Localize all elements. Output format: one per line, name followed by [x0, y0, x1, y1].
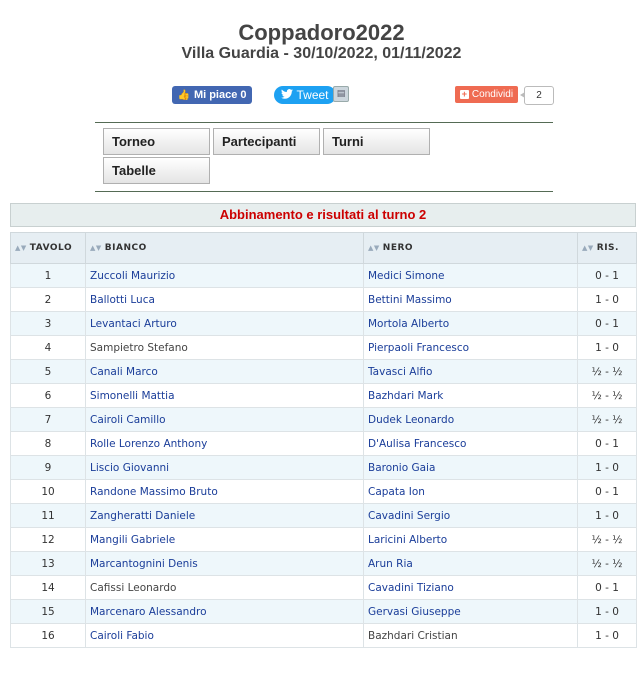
cell-tavolo: 8 [11, 432, 86, 456]
sort-icon: ▲▼ [15, 244, 27, 252]
table-row [11, 624, 637, 648]
cell-ris: 1 - 0 [578, 504, 637, 528]
cell-tavolo: 11 [11, 504, 86, 528]
cell-tavolo: 16 [11, 624, 86, 648]
cell-bianco[interactable]: Zuccoli Maurizio [86, 264, 364, 288]
cell-nero: Bazhdari Cristian [364, 624, 578, 648]
cell-tavolo: 5 [11, 360, 86, 384]
divider-top [95, 122, 553, 123]
table-row [11, 312, 637, 336]
cell-nero[interactable]: Dudek Leonardo [364, 408, 578, 432]
table-row [11, 408, 637, 432]
cell-bianco[interactable]: Levantaci Arturo [86, 312, 364, 336]
cell-ris: 1 - 0 [578, 624, 637, 648]
plus-icon: + [461, 89, 468, 99]
table-row [11, 480, 637, 504]
cell-bianco[interactable]: Cairoli Fabio [86, 624, 364, 648]
table-row [11, 336, 637, 360]
cell-ris: 0 - 1 [578, 576, 637, 600]
cell-ris: 0 - 1 [578, 432, 637, 456]
table-row [11, 528, 637, 552]
cell-ris: 0 - 1 [578, 480, 637, 504]
cell-nero[interactable]: Tavasci Alfio [364, 360, 578, 384]
cell-bianco[interactable]: Randone Massimo Bruto [86, 480, 364, 504]
cell-tavolo: 3 [11, 312, 86, 336]
cell-ris: 1 - 0 [578, 600, 637, 624]
cell-tavolo: 12 [11, 528, 86, 552]
cell-bianco[interactable]: Rolle Lorenzo Anthony [86, 432, 364, 456]
sort-icon: ▲▼ [90, 244, 102, 252]
table-row [11, 456, 637, 480]
cell-bianco[interactable]: Cairoli Camillo [86, 408, 364, 432]
cell-ris: 0 - 1 [578, 312, 637, 336]
divider-bottom [95, 191, 553, 192]
table-row [11, 432, 637, 456]
cell-nero[interactable]: Arun Ria [364, 552, 578, 576]
tweet-button[interactable] [274, 86, 336, 104]
table-row [11, 552, 637, 576]
cell-nero[interactable]: Cavadini Sergio [364, 504, 578, 528]
sort-icon: ▲▼ [582, 244, 594, 252]
twitter-bird-icon [281, 88, 293, 102]
cell-bianco[interactable]: Canali Marco [86, 360, 364, 384]
cell-nero[interactable]: Bettini Massimo [364, 288, 578, 312]
cell-tavolo: 4 [11, 336, 86, 360]
table-row [11, 600, 637, 624]
cell-tavolo: 1 [11, 264, 86, 288]
table-row [11, 384, 637, 408]
tab-tabelle[interactable]: Tabelle [103, 157, 210, 184]
cell-ris: 1 - 0 [578, 288, 637, 312]
table-row [11, 288, 637, 312]
page-title: Coppadoro2022 [238, 20, 405, 45]
cell-ris: ½ - ½ [578, 408, 637, 432]
table-row [11, 576, 637, 600]
column-header-ris[interactable]: ▲▼ RIS. [578, 233, 637, 264]
cell-bianco[interactable]: Mangili Gabriele [86, 528, 364, 552]
cell-bianco[interactable]: Simonelli Mattia [86, 384, 364, 408]
cell-ris: 1 - 0 [578, 456, 637, 480]
cell-ris: ½ - ½ [578, 552, 637, 576]
cell-nero[interactable]: Gervasi Giuseppe [364, 600, 578, 624]
cell-nero[interactable]: Laricini Alberto [364, 528, 578, 552]
cell-ris: 1 - 0 [578, 336, 637, 360]
share-button[interactable] [455, 86, 518, 103]
tab-torneo[interactable]: Torneo [103, 128, 210, 155]
cell-ris: ½ - ½ [578, 384, 637, 408]
cell-tavolo: 6 [11, 384, 86, 408]
table-row [11, 504, 637, 528]
tab-partecipanti[interactable]: Partecipanti [213, 128, 320, 155]
table-header-row [11, 233, 637, 264]
cell-nero[interactable]: Bazhdari Mark [364, 384, 578, 408]
cell-nero[interactable]: Pierpaoli Francesco [364, 336, 578, 360]
cell-ris: 0 - 1 [578, 264, 637, 288]
tweet-count-icon[interactable]: ▤ [333, 86, 349, 102]
cell-bianco[interactable]: Liscio Giovanni [86, 456, 364, 480]
cell-nero[interactable]: Mortola Alberto [364, 312, 578, 336]
cell-bianco[interactable]: Zangheratti Daniele [86, 504, 364, 528]
cell-bianco[interactable]: Marcantognini Denis [86, 552, 364, 576]
column-header-tavolo[interactable]: ▲▼ TAVOLO [11, 233, 86, 264]
thumbs-up-icon: 👍 [177, 89, 190, 101]
cell-bianco: Cafissi Leonardo [86, 576, 364, 600]
cell-tavolo: 9 [11, 456, 86, 480]
column-header-bianco[interactable]: ▲▼ BIANCO [86, 233, 364, 264]
cell-nero[interactable]: Cavadini Tiziano [364, 576, 578, 600]
tweet-label: Tweet [296, 88, 329, 102]
cell-nero[interactable]: D'Aulisa Francesco [364, 432, 578, 456]
pairings-table [10, 232, 637, 648]
cell-tavolo: 14 [11, 576, 86, 600]
cell-nero[interactable]: Baronio Gaia [364, 456, 578, 480]
cell-ris: ½ - ½ [578, 360, 637, 384]
cell-tavolo: 15 [11, 600, 86, 624]
section-title: Abbinamento e risultati al turno 2 [10, 203, 636, 227]
cell-ris: ½ - ½ [578, 528, 637, 552]
share-count: 2 [524, 86, 554, 105]
cell-bianco[interactable]: Marcenaro Alessandro [86, 600, 364, 624]
share-label: Condividi [471, 89, 514, 100]
like-label: Mi piace 0 [193, 89, 247, 101]
cell-tavolo: 7 [11, 408, 86, 432]
table-row [11, 264, 637, 288]
cell-tavolo: 13 [11, 552, 86, 576]
cell-tavolo: 10 [11, 480, 86, 504]
page-subtitle: Villa Guardia - 30/10/2022, 01/11/2022 [181, 45, 462, 62]
sort-icon: ▲▼ [368, 244, 380, 252]
facebook-like-button[interactable] [172, 86, 252, 104]
column-header-nero[interactable]: ▲▼ NERO [364, 233, 578, 264]
cell-nero[interactable]: Capata Ion [364, 480, 578, 504]
table-row [11, 360, 637, 384]
cell-tavolo: 2 [11, 288, 86, 312]
cell-nero[interactable]: Medici Simone [364, 264, 578, 288]
cell-bianco: Sampietro Stefano [86, 336, 364, 360]
cell-bianco[interactable]: Ballotti Luca [86, 288, 364, 312]
tab-turni[interactable]: Turni [323, 128, 430, 155]
